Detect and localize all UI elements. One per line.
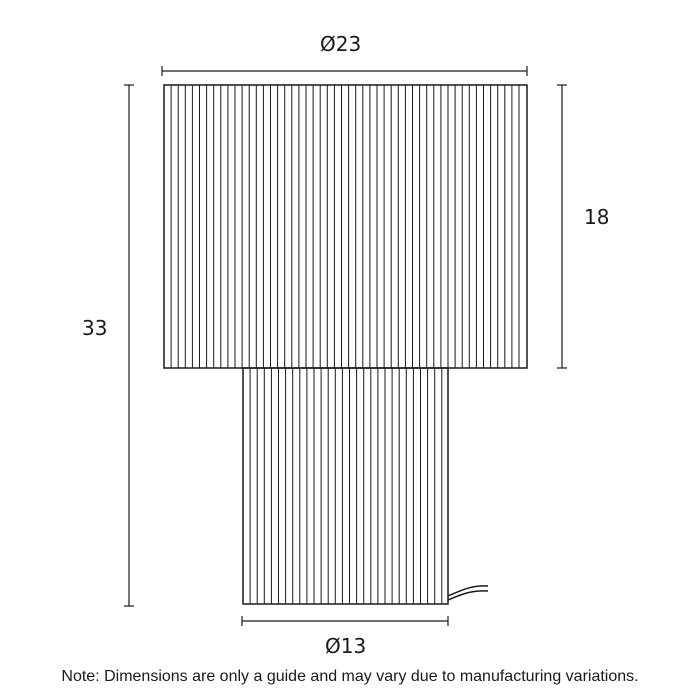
shade-height-label: 18	[584, 205, 610, 229]
total-height-label: 33	[82, 316, 108, 340]
base-diameter-dimension-line	[242, 616, 448, 626]
lamp-base	[243, 368, 448, 604]
shade-diameter-dimension-line	[162, 66, 527, 76]
base-diameter-label: Ø13	[325, 634, 367, 658]
total-height-dimension-line	[124, 85, 134, 606]
disclaimer-note: Note: Dimensions are only a guide and may vary due to manufacturing variations.	[61, 668, 639, 685]
shade-diameter-label: Ø23	[320, 32, 362, 56]
shade-height-dimension-line	[557, 85, 567, 368]
power-cord	[448, 586, 488, 600]
base-ribs	[250, 368, 442, 604]
shade-ribs	[171, 85, 519, 368]
lamp-shade	[164, 85, 527, 368]
